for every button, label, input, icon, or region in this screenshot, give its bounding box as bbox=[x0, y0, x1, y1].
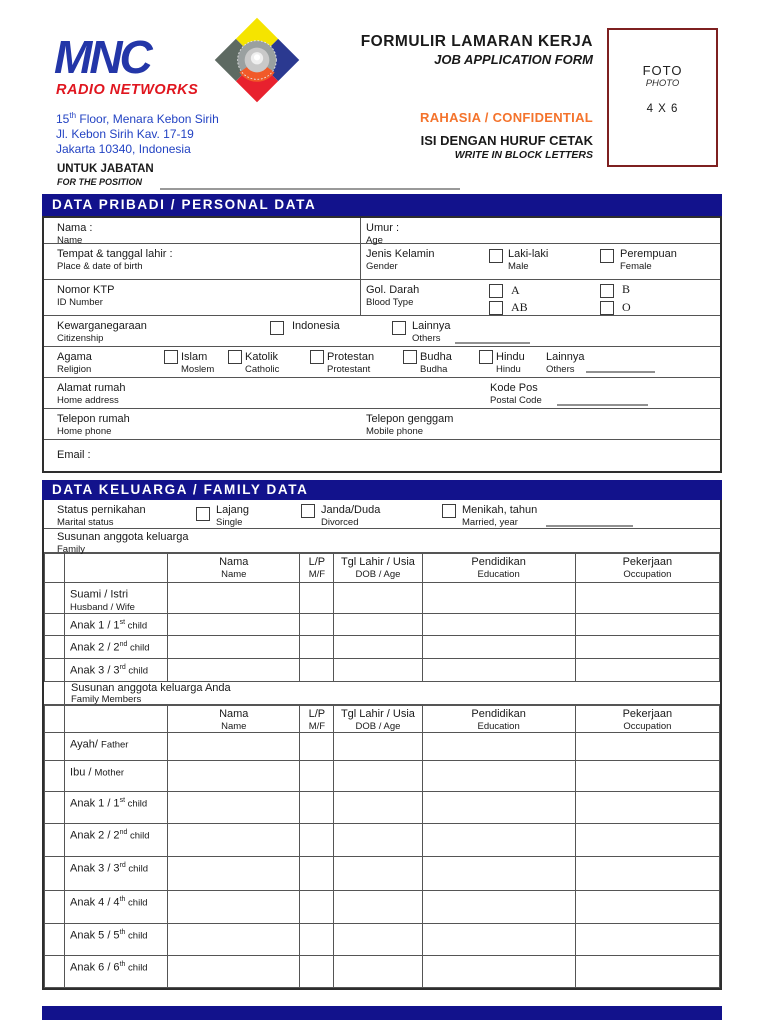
married-year-line[interactable] bbox=[546, 525, 633, 527]
photo-label-en: PHOTO bbox=[645, 78, 680, 89]
kode-pos-label: Kode Pos Postal Code bbox=[490, 382, 542, 406]
dob-cell[interactable] bbox=[334, 856, 422, 890]
mnc-logo-text: MNC bbox=[54, 31, 150, 83]
position-input-line[interactable] bbox=[160, 188, 460, 190]
islam-label: Islam Moslem bbox=[181, 351, 215, 375]
personal-data-section-header: DATA PRIBADI / PERSONAL DATA bbox=[42, 194, 722, 216]
photo-placeholder bbox=[607, 28, 718, 167]
gender-male-checkbox[interactable] bbox=[489, 249, 503, 263]
indonesia-label: Indonesia bbox=[292, 320, 340, 332]
alamat-label: Alamat rumah Home address bbox=[57, 382, 126, 406]
name-cell[interactable] bbox=[168, 613, 300, 635]
religion-islam-checkbox[interactable] bbox=[164, 350, 178, 364]
occupation-cell[interactable] bbox=[575, 923, 719, 955]
education-cell[interactable] bbox=[422, 613, 575, 635]
occupation-cell[interactable] bbox=[575, 856, 719, 890]
mnc-diamond-logo-icon bbox=[213, 16, 301, 109]
table-row-child-1 bbox=[45, 613, 720, 635]
col-lp: L/P M/F bbox=[300, 554, 334, 583]
blood-b-label: B bbox=[622, 282, 631, 296]
email-label: Email : bbox=[57, 449, 91, 461]
marital-single-checkbox[interactable] bbox=[196, 507, 210, 521]
blood-ab-checkbox[interactable] bbox=[489, 301, 503, 315]
table-row-child-2 bbox=[45, 635, 720, 658]
col-tgl-lahir: Tgl Lahir / Usia DOB / Age bbox=[334, 554, 422, 583]
col-nama: Nama Name bbox=[168, 554, 300, 583]
name-cell[interactable] bbox=[168, 760, 300, 791]
radio-networks-logo-text: RADIO NETWORKS bbox=[56, 82, 199, 98]
label-header-cell bbox=[65, 554, 168, 583]
indent-cell bbox=[45, 791, 65, 823]
education-cell[interactable] bbox=[422, 856, 575, 890]
row-nama-umur[interactable] bbox=[44, 218, 720, 244]
col-tgl-lahir: Tgl Lahir / Usia DOB / Age bbox=[334, 705, 422, 732]
divorced-label: Janda/Duda Divorced bbox=[321, 504, 381, 528]
indent-cell bbox=[45, 732, 65, 760]
col-nama: Nama Name bbox=[168, 705, 300, 732]
tempat-label: Tempat & tanggal lahir : Place & date of birth bbox=[57, 248, 173, 272]
confidential-block bbox=[420, 110, 593, 161]
blood-o-checkbox[interactable] bbox=[600, 301, 614, 315]
jenis-kelamin-label: Jenis Kelamin Gender bbox=[366, 248, 435, 272]
dob-cell[interactable] bbox=[334, 890, 422, 923]
row-label: Anak 1 / 1st child bbox=[65, 613, 168, 635]
name-cell[interactable] bbox=[168, 890, 300, 923]
postal-code-line[interactable] bbox=[557, 404, 648, 406]
occupation-cell[interactable] bbox=[575, 658, 719, 681]
family-table-2-header bbox=[45, 705, 720, 732]
education-cell[interactable] bbox=[422, 791, 575, 823]
katolik-label: Katolik Catholic bbox=[245, 351, 280, 375]
gender-female-checkbox[interactable] bbox=[600, 249, 614, 263]
dob-cell[interactable] bbox=[334, 658, 422, 681]
row-label: Anak 2 / 2nd child bbox=[65, 635, 168, 658]
susunan-label: Susunan anggota keluarga Family bbox=[57, 531, 189, 555]
row-marital-status[interactable] bbox=[44, 500, 720, 529]
education-cell[interactable] bbox=[422, 760, 575, 791]
indent-cell bbox=[45, 658, 65, 681]
dob-cell[interactable] bbox=[334, 583, 422, 614]
table-row-child-1 bbox=[45, 791, 720, 823]
protestan-label: Protestan Protestant bbox=[327, 351, 375, 375]
occupation-cell[interactable] bbox=[575, 890, 719, 923]
religion-protestan-checkbox[interactable] bbox=[310, 350, 324, 364]
indent-cell bbox=[45, 890, 65, 923]
indent-cell bbox=[45, 923, 65, 955]
name-cell[interactable] bbox=[168, 955, 300, 987]
telepon-rumah-label: Telepon rumah Home phone bbox=[57, 413, 130, 437]
table-row-child-4 bbox=[45, 890, 720, 923]
blood-a-checkbox[interactable] bbox=[489, 284, 503, 298]
education-cell[interactable] bbox=[422, 890, 575, 923]
religion-others-label: Lainnya Others bbox=[546, 351, 585, 375]
budha-label: Budha Budha bbox=[420, 351, 452, 375]
gol-darah-label: Gol. Darah Blood Type bbox=[366, 284, 420, 308]
row-label: Ibu / Mother bbox=[65, 760, 168, 791]
religion-others-line[interactable] bbox=[586, 371, 655, 373]
personal-data-table bbox=[42, 216, 722, 473]
col-lp: L/P M/F bbox=[300, 705, 334, 732]
indent-cell bbox=[45, 856, 65, 890]
education-cell[interactable] bbox=[422, 923, 575, 955]
mf-cell[interactable] bbox=[300, 856, 334, 890]
dob-cell[interactable] bbox=[334, 791, 422, 823]
occupation-cell[interactable] bbox=[575, 635, 719, 658]
occupation-cell[interactable] bbox=[575, 823, 719, 856]
name-cell[interactable] bbox=[168, 635, 300, 658]
photo-size-label: 4 X 6 bbox=[646, 103, 679, 115]
education-cell[interactable] bbox=[422, 635, 575, 658]
mf-cell[interactable] bbox=[300, 760, 334, 791]
next-section-bar bbox=[42, 1006, 722, 1020]
block-letters-label: ISI DENGAN HURUF CETAK bbox=[420, 133, 593, 148]
hindu-label: Hindu Hindu bbox=[496, 351, 525, 375]
mf-cell[interactable] bbox=[300, 791, 334, 823]
form-title: FORMULIR LAMARAN KERJA bbox=[360, 33, 593, 50]
occupation-cell[interactable] bbox=[575, 791, 719, 823]
family-table-1-header bbox=[45, 554, 720, 583]
indent-cell bbox=[45, 823, 65, 856]
indent-cell bbox=[45, 705, 65, 732]
mf-cell[interactable] bbox=[300, 923, 334, 955]
table-row-child-3 bbox=[45, 856, 720, 890]
agama-label: Agama Religion bbox=[57, 351, 92, 375]
divider bbox=[360, 218, 361, 243]
col-pendidikan: Pendidikan Education bbox=[422, 554, 575, 583]
marital-married-checkbox[interactable] bbox=[442, 504, 456, 518]
single-label: Lajang Single bbox=[216, 504, 250, 528]
blood-b-checkbox[interactable] bbox=[600, 284, 614, 298]
form-title-block bbox=[361, 33, 593, 67]
marital-status-label: Status pernikahan Marital status bbox=[57, 504, 146, 528]
row-label: Anak 5 / 5th child bbox=[65, 923, 168, 955]
table-row-child-3 bbox=[45, 658, 720, 681]
row-label: Anak 4 / 4th child bbox=[65, 890, 168, 923]
col-pekerjaan: Pekerjaan Occupation bbox=[575, 705, 719, 732]
table-row-spouse bbox=[45, 583, 720, 614]
row-label: Suami / Istri Husband / Wife bbox=[65, 583, 168, 614]
block-letters-label-en: WRITE IN BLOCK LETTERS bbox=[454, 149, 593, 161]
family-table-2 bbox=[44, 705, 720, 988]
name-cell[interactable] bbox=[168, 658, 300, 681]
row-family-members-title bbox=[44, 529, 720, 553]
name-cell[interactable] bbox=[168, 791, 300, 823]
row-your-family-members-title bbox=[44, 682, 720, 705]
blood-a-label: A bbox=[511, 283, 520, 297]
table-row-father bbox=[45, 732, 720, 760]
family-data-section-header: DATA KELUARGA / FAMILY DATA bbox=[42, 480, 722, 500]
education-cell[interactable] bbox=[422, 658, 575, 681]
row-birth-gender[interactable] bbox=[44, 244, 720, 280]
row-religion[interactable] bbox=[44, 347, 720, 378]
education-cell[interactable] bbox=[422, 732, 575, 760]
citizenship-others-checkbox[interactable] bbox=[392, 321, 406, 335]
citizenship-indonesia-checkbox[interactable] bbox=[270, 321, 284, 335]
indent-cell bbox=[45, 955, 65, 987]
indent-cell bbox=[45, 635, 65, 658]
dob-cell[interactable] bbox=[334, 955, 422, 987]
ktp-label: Nomor KTP ID Number bbox=[57, 284, 115, 308]
indent-cell bbox=[45, 613, 65, 635]
nama-label: Nama : Name bbox=[57, 222, 93, 246]
form-title-en: JOB APPLICATION FORM bbox=[434, 52, 593, 67]
row-label: Anak 1 / 1st child bbox=[65, 791, 168, 823]
row-address[interactable] bbox=[44, 378, 720, 409]
occupation-cell[interactable] bbox=[575, 732, 719, 760]
religion-hindu-checkbox[interactable] bbox=[479, 350, 493, 364]
name-cell[interactable] bbox=[168, 823, 300, 856]
religion-budha-checkbox[interactable] bbox=[403, 350, 417, 364]
row-phones[interactable] bbox=[44, 409, 720, 440]
family-data-table bbox=[42, 500, 722, 990]
table-row-child-6 bbox=[45, 955, 720, 987]
name-cell[interactable] bbox=[168, 583, 300, 614]
name-cell[interactable] bbox=[168, 732, 300, 760]
mf-cell[interactable] bbox=[300, 890, 334, 923]
mf-cell[interactable] bbox=[300, 823, 334, 856]
divider bbox=[64, 682, 65, 704]
label-header-cell bbox=[65, 705, 168, 732]
mf-cell[interactable] bbox=[300, 635, 334, 658]
name-cell[interactable] bbox=[168, 923, 300, 955]
dob-cell[interactable] bbox=[334, 732, 422, 760]
occupation-cell[interactable] bbox=[575, 760, 719, 791]
address-line-2: Jl. Kebon Sirih Kav. 17-19 bbox=[56, 127, 194, 141]
blood-o-label: O bbox=[622, 300, 631, 314]
table-row-child-2 bbox=[45, 823, 720, 856]
mf-cell[interactable] bbox=[300, 732, 334, 760]
row-citizenship[interactable] bbox=[44, 316, 720, 347]
education-cell[interactable] bbox=[422, 583, 575, 614]
address-line-1: 15th Floor, Menara Kebon Sirih bbox=[56, 111, 219, 126]
telepon-genggam-label: Telepon genggam Mobile phone bbox=[366, 413, 454, 437]
occupation-cell[interactable] bbox=[575, 955, 719, 987]
mf-cell[interactable] bbox=[300, 613, 334, 635]
indent-cell bbox=[45, 760, 65, 791]
married-label: Menikah, tahun Married, year bbox=[462, 504, 538, 528]
citizenship-others-line[interactable] bbox=[455, 342, 530, 344]
susunan-anda-label: Susunan anggota keluarga Anda Family Members bbox=[71, 681, 231, 705]
photo-label: FOTO bbox=[642, 63, 683, 78]
male-label: Laki-laki Male bbox=[508, 248, 549, 272]
divider bbox=[360, 280, 361, 315]
family-table-1 bbox=[44, 553, 720, 682]
kewarganegaraan-label: Kewarganegaraan Citizenship bbox=[57, 320, 147, 344]
col-pekerjaan: Pekerjaan Occupation bbox=[575, 554, 719, 583]
row-email[interactable] bbox=[44, 440, 720, 471]
row-label: Anak 2 / 2nd child bbox=[65, 823, 168, 856]
col-pendidikan: Pendidikan Education bbox=[422, 705, 575, 732]
row-label: Anak 3 / 3rd child bbox=[65, 856, 168, 890]
education-cell[interactable] bbox=[422, 955, 575, 987]
umur-label: Umur : Age bbox=[366, 222, 399, 246]
dob-cell[interactable] bbox=[334, 923, 422, 955]
female-label: Perempuan Female bbox=[620, 248, 677, 272]
row-label: Ayah/ Father bbox=[65, 732, 168, 760]
dob-cell[interactable] bbox=[334, 613, 422, 635]
mf-cell[interactable] bbox=[300, 658, 334, 681]
marital-divorced-checkbox[interactable] bbox=[301, 504, 315, 518]
occupation-cell[interactable] bbox=[575, 613, 719, 635]
row-label: Anak 3 / 3rd child bbox=[65, 658, 168, 681]
indent-cell bbox=[45, 583, 65, 614]
education-cell[interactable] bbox=[422, 823, 575, 856]
dob-cell[interactable] bbox=[334, 635, 422, 658]
divider bbox=[360, 244, 361, 279]
dob-cell[interactable] bbox=[334, 823, 422, 856]
name-cell[interactable] bbox=[168, 856, 300, 890]
blood-ab-label: AB bbox=[511, 300, 528, 314]
position-label: UNTUK JABATAN bbox=[57, 163, 154, 175]
indent-cell bbox=[45, 554, 65, 583]
address-line-3: Jakarta 10340, Indonesia bbox=[56, 142, 191, 156]
citizenship-others-label: Lainnya Others bbox=[412, 320, 451, 344]
occupation-cell[interactable] bbox=[575, 583, 719, 614]
row-ktp-blood[interactable] bbox=[44, 280, 720, 316]
table-row-mother bbox=[45, 760, 720, 791]
confidential-label: RAHASIA / CONFIDENTIAL bbox=[420, 110, 593, 125]
religion-katolik-checkbox[interactable] bbox=[228, 350, 242, 364]
position-label-en: FOR THE POSITION bbox=[57, 177, 143, 187]
mf-cell[interactable] bbox=[300, 955, 334, 987]
mf-cell[interactable] bbox=[300, 583, 334, 614]
row-label: Anak 6 / 6th child bbox=[65, 955, 168, 987]
company-address bbox=[56, 108, 219, 157]
table-row-child-5 bbox=[45, 923, 720, 955]
dob-cell[interactable] bbox=[334, 760, 422, 791]
